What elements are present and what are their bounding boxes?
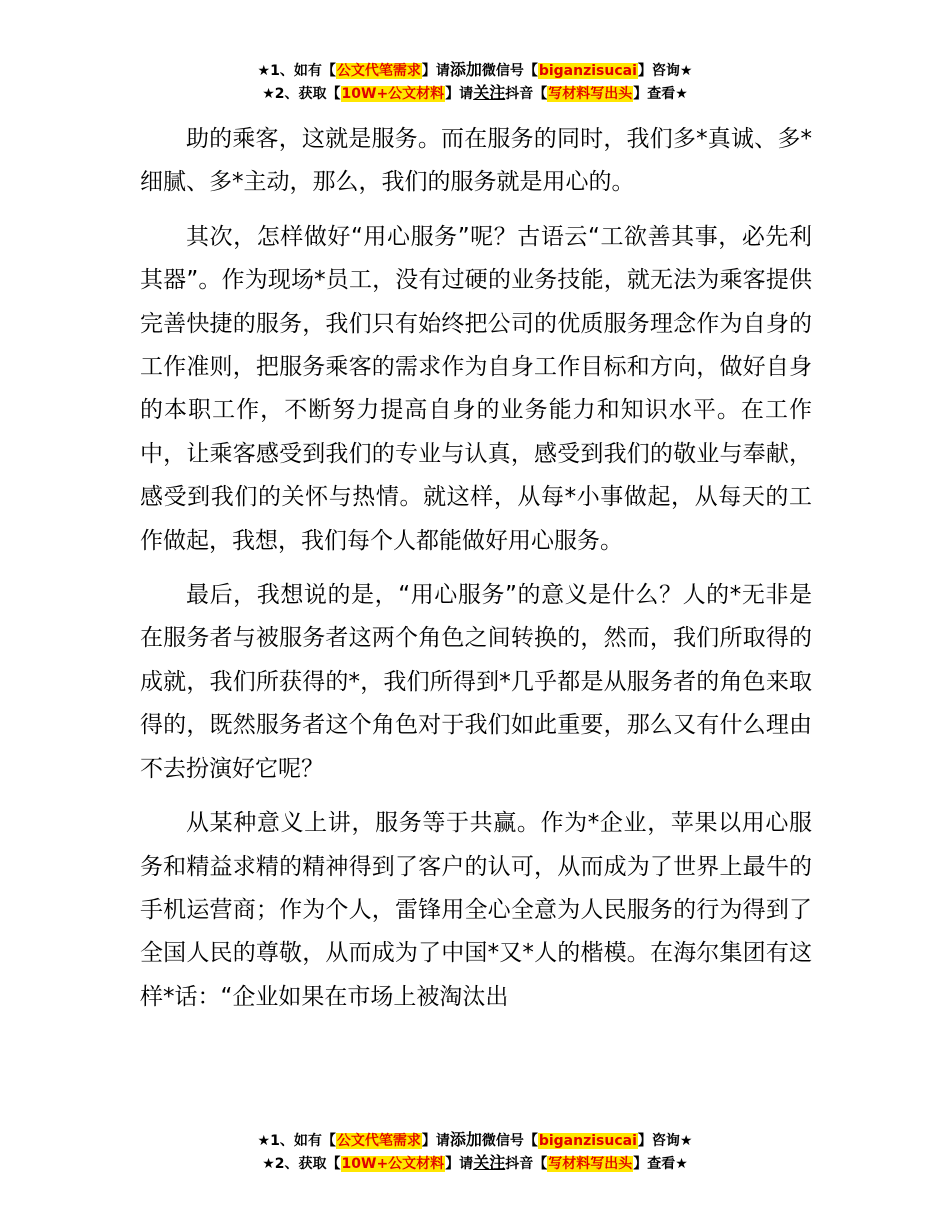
banner-text: 】查看★ [633, 86, 688, 102]
banner-line-1 [0, 1129, 950, 1152]
document-body [140, 118, 812, 1030]
paragraph-3: 最后，我想说的是，“用心服务”的意义是什么？人的*无非是在服务者与被服务者这两个角色之间转换的，然而，我们所取得的成就，我们所获得的*，我们所得到*几乎都是从服务者的角色来取得的，既然服务者这个角色对于我们如此重要，那么又有什么理由不去扮演好它呢？ [140, 582, 812, 782]
footer-banner [0, 1129, 950, 1175]
banner-emphasis: 添加 [449, 60, 482, 79]
paragraph-1: 助的乘客，这就是服务。而在服务的同时，我们多*真诚、多*细腻、多*主动，那么，我们的服务就是用心的。 [140, 126, 812, 196]
banner-text: 】请 [445, 86, 474, 102]
banner-text: 微信号【 [481, 63, 538, 79]
highlight-service: 公文代笔需求 [336, 63, 421, 79]
highlight-wechat-id: biganzisucai [538, 63, 637, 79]
banner-text: 】查看★ [633, 1156, 688, 1172]
banner-emphasis: 关注 [473, 83, 506, 102]
highlight-service: 公文代笔需求 [336, 1133, 421, 1149]
highlight-wechat-id: biganzisucai [538, 1133, 637, 1149]
banner-text: ★1、如有【 [257, 63, 336, 79]
header-banner [0, 59, 950, 105]
banner-text: ★1、如有【 [257, 1133, 336, 1149]
banner-text: 微信号【 [481, 1133, 538, 1149]
highlight-materials: 10W+公文材料 [341, 1156, 445, 1172]
highlight-douyin: 写材料写出头 [548, 1156, 633, 1172]
banner-text: ★2、获取【 [262, 1156, 341, 1172]
banner-emphasis: 关注 [473, 1153, 506, 1172]
banner-line-2 [0, 82, 950, 105]
banner-text: 】请 [421, 1133, 450, 1149]
highlight-douyin: 写材料写出头 [548, 86, 633, 102]
banner-text: 抖音【 [505, 86, 548, 102]
banner-emphasis: 添加 [449, 1130, 482, 1149]
paragraph-2: 其次，怎样做好“用心服务”呢？古语云“工欲善其事，必先利其器”。作为现场*员工，没有过硬的业务技能，就无法为乘客提供完善快捷的服务，我们只有始终把公司的优质服务理念作为自身的工作准则，把服务乘客的需求作为自身工作目标和方向，做好自身的本职工作，不断努力提高自身的业务能力和知识水平。在工作中，让乘客感受到我们的专业与认真，感受到我们的敬业与奉献，感受到我们的关怀与热情。就这样，从每*小事做起，从每天的工作做起，我想，我们每个人都能做好用心服务。 [140, 223, 812, 554]
banner-text: 抖音【 [505, 1156, 548, 1172]
banner-text: 】请 [445, 1156, 474, 1172]
banner-line-1 [0, 59, 950, 82]
paragraph-4: 从某种意义上讲，服务等于共赢。作为*企业，苹果以用心服务和精益求精的精神得到了客户的认可，从而成为了世界上最牛的手机运营商；作为个人，雷锋用全心全意为人民服务的行为得到了全国人民的尊敬，从而成为了中国*又*人的楷模。在海尔集团有这样*话：“企业如果在市场上被淘汰出 [140, 810, 812, 1010]
banner-line-2 [0, 1152, 950, 1175]
banner-text: ★2、获取【 [262, 86, 341, 102]
banner-text: 】请 [421, 63, 450, 79]
highlight-materials: 10W+公文材料 [341, 86, 445, 102]
banner-text: 】咨询★ [637, 1133, 693, 1149]
banner-text: 】咨询★ [637, 63, 693, 79]
